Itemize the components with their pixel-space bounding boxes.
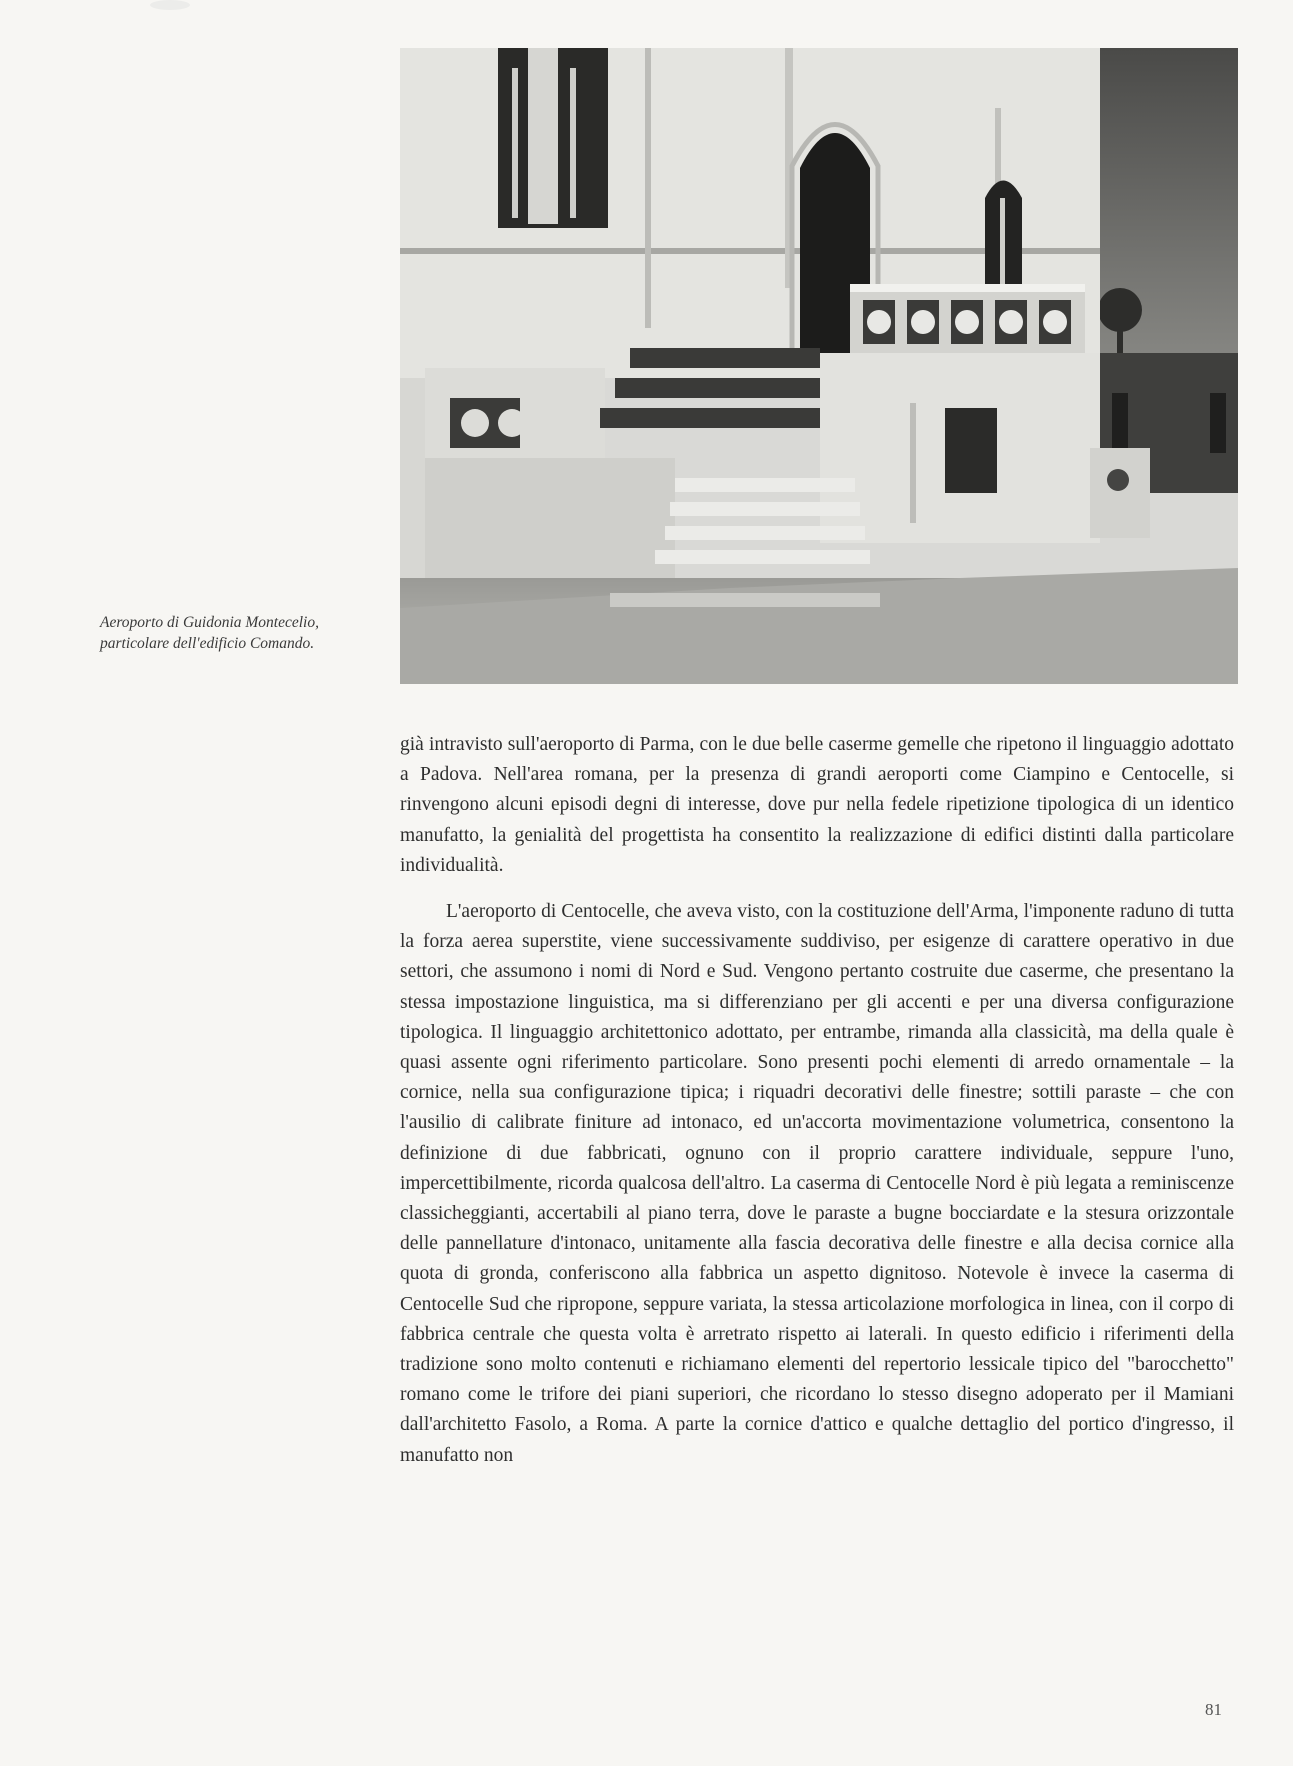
scan-speck [150,0,190,10]
page-number: 81 [1205,1700,1222,1719]
figure-caption: Aeroporto di Guidonia Montecelio, particolare dell'edificio Comando. [100,614,319,652]
body-text [400,730,1234,1471]
paragraph: già intravisto sull'aeroporto di Parma, con le due belle caserme gemelle che ripetono il linguaggio adottato a Padova. Nell'area romana, per la presenza di grandi aeroporti come Ciampino e Centocelle, si rinvengono alcuni episodi degni di interesse, dove pur nella fedele ripetizione tipologica di un identico manufatto, la genialità del progettista ha consentito la realizzazione di edifici distinti dalla particolare individualità. [400,734,1234,876]
building-photograph [400,48,1238,684]
paragraph: L'aeroporto di Centocelle, che aveva visto, con la costituzione dell'Arma, l'imponente raduno di tutta la forza aerea superstite, viene successivamente suddiviso, per esigenze di carattere operativo in due settori, che assumono i nomi di Nord e Sud. Vengono pertanto costruite due caserme, che presentano la stessa impostazione linguistica, ma si differenziano per gli accenti e per una diversa configurazione tipologica. Il linguaggio architettonico adottato, per entrambe, rimanda alla classicità, ma della quale è quasi assente ogni riferimento particolare. Sono presenti pochi elementi di arredo ornamentale – la cornice, nella sua configurazione tipica; i riquadri decorativi delle finestre; sottili paraste – che con l'ausilio di calibrate finiture ad intonaco, ed un'accorta movimentazione volumetrica, consentono la definizione di due fabbricati, ognuno con il proprio carattere individuale, seppure l'uno, impercettibilmente, ricorda qualcosa dell'altro. La caserma di Centocelle Nord è più legata a reminiscenze classicheggianti, accertabili al piano terra, dove le paraste a bugne bocciardate e la stesura orizzontale delle pannellature d'intonaco, unitamente alla fascia decorativa delle finestre e alla decisa cornice alla quota di gronda, conferiscono alla fabbrica un aspetto dignitoso. Notevole è invece la caserma di Centocelle Sud che ripropone, seppure variata, la stessa articolazione morfologica in linea, con il corpo di fabbrica centrale che questa volta è arretrato rispetto ai laterali. In questo edificio i riferimenti della tradizione sono molto contenuti e richiamano elementi del repertorio lessicale tipico del "barocchetto" romano come le trifore dei piani superiori, che ricordano lo stesso disegno adoperato per il Mamiani dall'architetto Fasolo, a Roma. A parte la cornice d'attico e qualche dettaglio del portico d'ingresso, il manufatto non [400,901,1234,1466]
photograph-icon [400,48,1238,684]
